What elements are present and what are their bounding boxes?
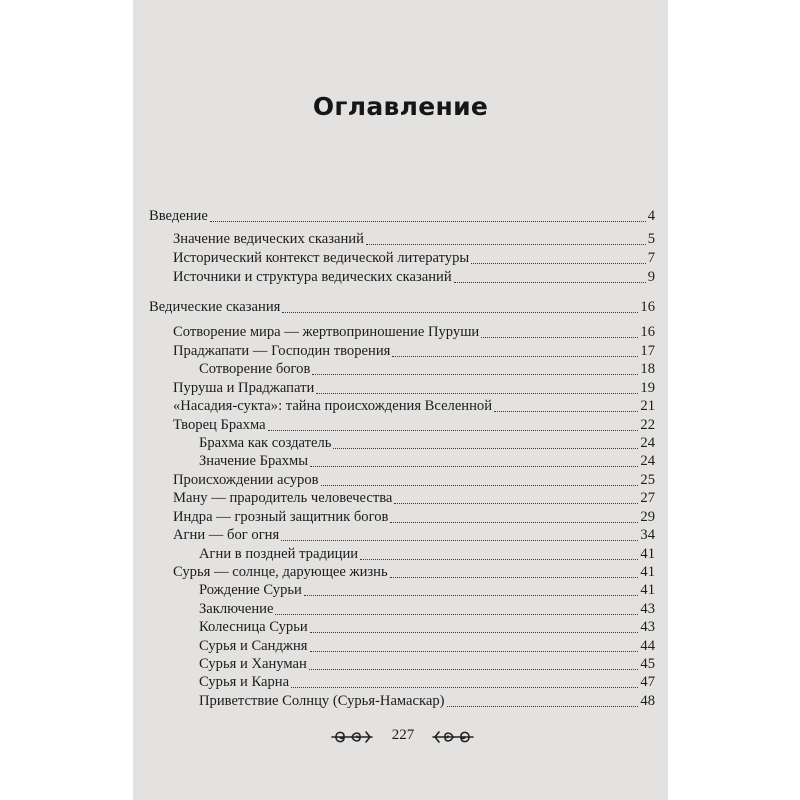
toc-label: Сотворение мира — жертвоприношение Пуруши bbox=[173, 324, 480, 340]
toc-row bbox=[173, 249, 655, 267]
toc-leader-dots bbox=[360, 559, 638, 560]
toc-label: Значение Брахмы bbox=[199, 453, 309, 469]
toc-label: Приветствие Солнцу (Сурья-Намаскар) bbox=[199, 693, 445, 709]
toc-label: Сурья и Санджня bbox=[199, 638, 308, 654]
toc-label: Сотворение богов bbox=[199, 361, 311, 377]
toc-label: Брахма как создатель bbox=[199, 435, 332, 451]
toc-page: 47 bbox=[640, 674, 655, 690]
toc-label: Введение bbox=[149, 208, 208, 224]
toc-row bbox=[173, 268, 655, 286]
toc-page: 22 bbox=[640, 417, 655, 433]
toc-leader-dots bbox=[454, 282, 646, 283]
toc-row bbox=[173, 416, 655, 434]
toc-page: 24 bbox=[640, 453, 655, 469]
toc-leader-dots bbox=[268, 430, 639, 431]
toc-leader-dots bbox=[394, 503, 638, 504]
toc-label: Колесница Сурьи bbox=[199, 619, 308, 635]
toc-label: Источники и структура ведических сказаний bbox=[173, 269, 452, 285]
toc-page: 5 bbox=[647, 231, 655, 247]
toc-label: Заключение bbox=[199, 601, 274, 617]
toc-leader-dots bbox=[310, 632, 639, 633]
toc-leader-dots bbox=[304, 595, 639, 596]
toc-row bbox=[149, 298, 655, 316]
toc-page: 41 bbox=[640, 564, 655, 580]
toc-leader-dots bbox=[291, 687, 638, 688]
toc-row bbox=[199, 600, 655, 618]
toc-page: 41 bbox=[640, 582, 655, 598]
toc-page: 44 bbox=[640, 638, 655, 654]
toc-row bbox=[173, 526, 655, 544]
toc-leader-dots bbox=[447, 706, 639, 707]
toc-row bbox=[199, 655, 655, 673]
toc-page: 16 bbox=[640, 324, 655, 340]
toc-leader-dots bbox=[390, 577, 639, 578]
toc-page: 27 bbox=[640, 490, 655, 506]
toc-page: 17 bbox=[640, 343, 655, 359]
toc-label: «Насадия-сукта»: тайна происхождения Вселенной bbox=[173, 398, 493, 414]
toc-page: 16 bbox=[640, 299, 655, 315]
toc-row bbox=[149, 207, 655, 225]
toc-leader-dots bbox=[481, 337, 638, 338]
toc-leader-dots bbox=[310, 651, 639, 652]
toc-label: Значение ведических сказаний bbox=[173, 231, 364, 247]
toc-leader-dots bbox=[494, 411, 638, 412]
toc-label: Сурья и Хануман bbox=[199, 656, 307, 672]
toc-row bbox=[199, 434, 655, 452]
toc-row bbox=[173, 379, 655, 397]
toc-page: 18 bbox=[640, 361, 655, 377]
toc-row bbox=[173, 323, 655, 341]
toc-leader-dots bbox=[310, 466, 638, 467]
toc-label: Происхождении асуров bbox=[173, 472, 319, 488]
toc-page: 29 bbox=[640, 509, 655, 525]
toc-row bbox=[173, 563, 655, 581]
toc-label: Исторический контекст ведической литературы bbox=[173, 250, 470, 266]
toc-page: 45 bbox=[640, 656, 655, 672]
page-footer bbox=[133, 723, 668, 753]
toc-label: Ману — прародитель человечества bbox=[173, 490, 393, 506]
toc-page: 24 bbox=[640, 435, 655, 451]
toc-page: 48 bbox=[640, 693, 655, 709]
toc-row bbox=[199, 360, 655, 378]
toc-row bbox=[173, 230, 655, 248]
toc-row bbox=[199, 452, 655, 470]
toc-page: 43 bbox=[640, 601, 655, 617]
toc-leader-dots bbox=[316, 393, 638, 394]
toc-label: Агни — бог огня bbox=[173, 527, 280, 543]
toc-row bbox=[173, 342, 655, 360]
toc-row bbox=[173, 471, 655, 489]
toc-label: Ведические сказания bbox=[149, 299, 281, 315]
toc-label: Праджапати — Господин творения bbox=[173, 343, 391, 359]
toc-row bbox=[173, 489, 655, 507]
toc-page: 41 bbox=[640, 546, 655, 562]
toc-leader-dots bbox=[392, 356, 638, 357]
toc-label: Творец Брахма bbox=[173, 417, 266, 433]
toc-leader-dots bbox=[275, 614, 638, 615]
scroll-ornament-icon bbox=[330, 728, 374, 751]
book-page bbox=[133, 0, 668, 800]
toc-label: Пуруша и Праджапати bbox=[173, 380, 315, 396]
toc-row bbox=[199, 545, 655, 563]
toc-page: 25 bbox=[640, 472, 655, 488]
toc-label: Агни в поздней традиции bbox=[199, 546, 359, 562]
toc-page: 4 bbox=[647, 208, 655, 224]
toc-leader-dots bbox=[390, 522, 638, 523]
scroll-ornament-icon bbox=[431, 728, 475, 751]
page-title: Оглавление bbox=[312, 92, 489, 121]
toc-page: 7 bbox=[647, 250, 655, 266]
toc-row bbox=[199, 637, 655, 655]
toc-row bbox=[199, 618, 655, 636]
page-number: 227 bbox=[391, 727, 415, 743]
toc-leader-dots bbox=[333, 448, 638, 449]
toc-label: Сурья и Карна bbox=[199, 674, 290, 690]
toc-label: Рождение Сурьи bbox=[199, 582, 302, 598]
toc-leader-dots bbox=[366, 244, 646, 245]
toc-page: 34 bbox=[640, 527, 655, 543]
toc-row bbox=[199, 581, 655, 599]
table-of-contents bbox=[133, 0, 668, 800]
toc-row bbox=[199, 692, 655, 710]
toc-label: Индра — грозный защитник богов bbox=[173, 509, 389, 525]
toc-label: Сурья — солнце, дарующее жизнь bbox=[173, 564, 388, 580]
toc-leader-dots bbox=[281, 540, 638, 541]
toc-page: 9 bbox=[647, 269, 655, 285]
toc-page: 21 bbox=[640, 398, 655, 414]
toc-row bbox=[173, 397, 655, 415]
toc-leader-dots bbox=[321, 485, 639, 486]
toc-leader-dots bbox=[309, 669, 639, 670]
toc-leader-dots bbox=[210, 221, 646, 222]
toc-row bbox=[199, 673, 655, 691]
toc-page: 19 bbox=[640, 380, 655, 396]
toc-leader-dots bbox=[471, 263, 646, 264]
toc-leader-dots bbox=[282, 312, 638, 313]
toc-row bbox=[173, 508, 655, 526]
toc-page: 43 bbox=[640, 619, 655, 635]
toc-leader-dots bbox=[312, 374, 638, 375]
